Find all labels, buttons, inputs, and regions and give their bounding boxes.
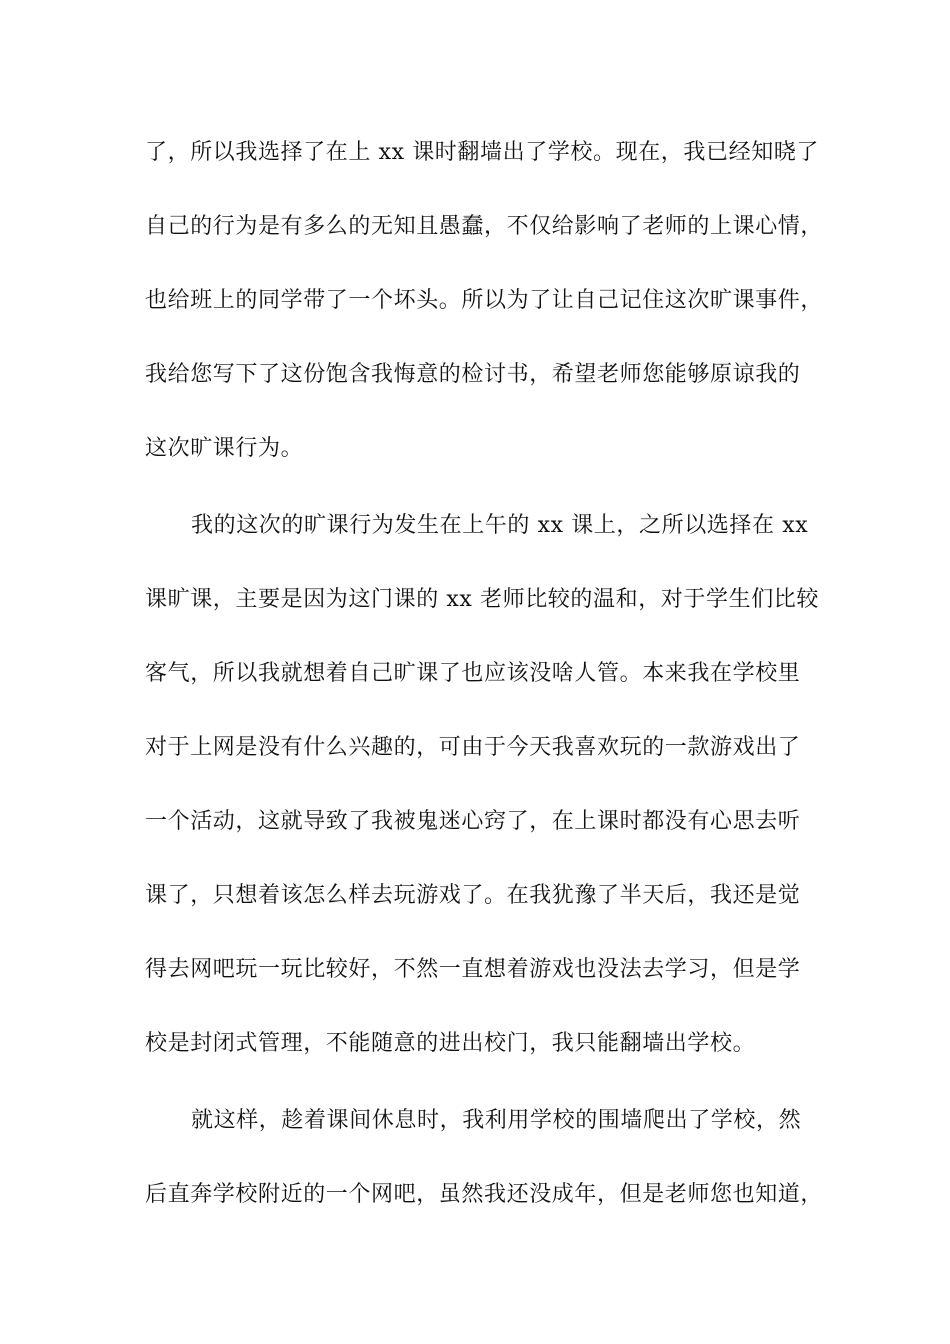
text-line: 一个活动，这就导致了我被鬼迷心窍了，在上课时都没有心思去听 [145,809,801,834]
text-line: 客气，所以我就想着自己旷课了也应该没啥人管。本来我在学校里 [145,661,801,686]
text-line: 这次旷课行为。 [145,436,304,461]
text-line: 课了，只想着该怎么样去玩游戏了。在我犹豫了半天后，我还是觉 [145,883,801,908]
paragraph-first-line: 我的这次的旷课行为发生在上午的 xx 课上，之所以选择在 xx [191,513,809,538]
text-line: 课旷课，主要是因为这门课的 xx 老师比较的温和，对于学生们比较 [145,587,820,612]
paragraph-first-line: 就这样，趁着课间休息时，我利用学校的围墙爬出了学校，然 [191,1108,802,1133]
text-line: 也给班上的同学带了一个坏头。所以为了让自己记住这次旷课事件， [145,288,824,313]
text-line: 校是封闭式管理，不能随意的进出校门，我只能翻墙出学校。 [145,1031,756,1056]
text-line: 后直奔学校附近的一个网吧，虽然我还没成年，但是老师您也知道， [145,1182,824,1207]
text-line: 了，所以我选择了在上 xx 课时翻墙出了学校。现在，我已经知晓了 [145,140,820,165]
text-line: 得去网吧玩一玩比较好，不然一直想着游戏也没法去学习，但是学 [145,957,801,982]
text-line: 自己的行为是有多么的无知且愚蠢，不仅给影响了老师的上课心情， [145,214,824,239]
text-line: 对于上网是没有什么兴趣的，可由于今天我喜欢玩的一款游戏出了 [145,735,801,760]
text-line: 我给您写下了这份饱含我悔意的检讨书，希望老师您能够原谅我的 [145,362,801,387]
